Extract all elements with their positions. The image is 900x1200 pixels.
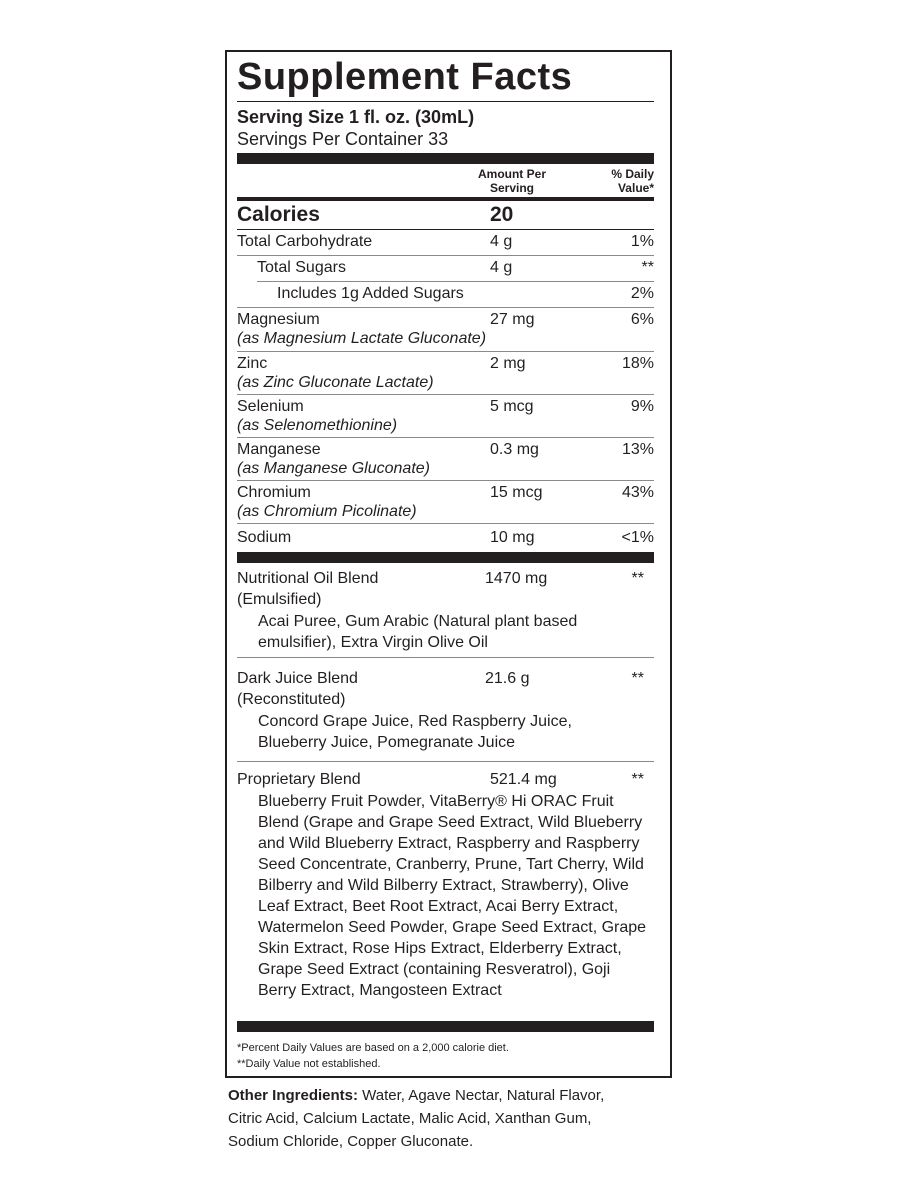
blend-name-dark-juice: Dark Juice Blend — [237, 670, 358, 687]
divider — [237, 394, 654, 395]
divider — [237, 307, 654, 308]
other-ingredients-label: Other Ingredients: — [228, 1087, 359, 1104]
calories-value: 20 — [490, 203, 514, 226]
other-ingredients-text: Water, Agave Nectar, Natural Flavor, Citric Acid, Calcium Lactate, Malic Acid, Xanthan Gum, Sodium Chloride, Copper Gluconate. — [228, 1087, 605, 1150]
blend-name-nutritional-oil: Nutritional Oil Blend — [237, 570, 379, 587]
row-sub-chromium: (as Chromium Picolinate) — [237, 503, 417, 520]
footnote-not-established: **Daily Value not established. — [237, 1058, 381, 1070]
divider — [257, 281, 654, 282]
row-amount-manganese: 0.3 mg — [490, 441, 539, 458]
blend-name2-nutritional-oil: (Emulsified) — [237, 591, 322, 608]
divider-medium — [237, 197, 654, 201]
row-name-total-carbohydrate: Total Carbohydrate — [237, 233, 373, 250]
divider — [237, 480, 654, 481]
row-dv-chromium: 43% — [621, 484, 654, 501]
blend-ingredients-dark-juice: Concord Grape Juice, Red Raspberry Juice, Blueberry Juice, Pomegranate Juice — [258, 713, 572, 751]
divider — [237, 761, 654, 762]
other-ingredients — [228, 1084, 608, 1153]
serving-size: Serving Size 1 fl. oz. (30mL) — [237, 107, 475, 127]
divider — [237, 101, 654, 102]
calories-label: Calories — [237, 203, 320, 226]
divider — [237, 437, 654, 438]
row-name-chromium: Chromium — [237, 484, 311, 501]
row-amount-selenium: 5 mcg — [490, 398, 534, 415]
blend-dv-nutritional-oil: ** — [631, 570, 644, 587]
divider — [237, 657, 654, 658]
blend-amount-proprietary: 521.4 mg — [490, 771, 557, 788]
row-name-selenium: Selenium — [237, 398, 304, 415]
footnote-daily-values: *Percent Daily Values are based on a 2,000 calorie diet. — [237, 1042, 509, 1054]
blend-ingredients-nutritional-oil: Acai Puree, Gum Arabic (Natural plant based emulsifier), Extra Virgin Olive Oil — [258, 613, 578, 651]
row-amount-total-carbohydrate: 4 g — [490, 233, 513, 250]
servings-per-container: Servings Per Container 33 — [237, 129, 449, 149]
row-dv-sodium: <1% — [621, 529, 654, 546]
row-amount-total-sugars: 4 g — [490, 259, 513, 276]
row-dv-added-sugars: 2% — [630, 285, 654, 302]
row-sub-magnesium: (as Magnesium Lactate Gluconate) — [237, 330, 487, 347]
row-name-magnesium: Magnesium — [237, 311, 320, 328]
row-name-added-sugars: Includes 1g Added Sugars — [277, 285, 464, 302]
column-header-daily-value: % Daily Value* — [611, 167, 654, 195]
row-sub-selenium: (as Selenomethionine) — [237, 417, 398, 434]
row-amount-sodium: 10 mg — [490, 529, 535, 546]
row-name-manganese: Manganese — [237, 441, 321, 458]
supplement-facts-panel — [225, 50, 672, 1078]
row-name-zinc: Zinc — [237, 355, 268, 372]
row-dv-magnesium: 6% — [630, 311, 654, 328]
row-amount-zinc: 2 mg — [490, 355, 526, 372]
row-dv-total-carbohydrate: 1% — [630, 233, 654, 250]
blend-dv-dark-juice: ** — [631, 670, 644, 687]
divider — [237, 523, 654, 524]
blend-ingredients-proprietary: Blueberry Fruit Powder, VitaBerry® Hi ORAC Fruit Blend (Grape and Grape Seed Extract, Wild Blueberry and Wild Blueberry Extract, Raspberry and Raspberry Seed Concentrate, Cranberry, Prune, Tart Cherry, Wild Bilberry and Wild Bilberry Extract, Strawberry), Olive Leaf Extract, Beet Root Extract, Acai Berry Extract, Watermelon Seed Powder, Grape Seed Extract, Grape Skin Extract, Rose Hips Extract, Elderberry Extract, Grape Seed Extract (containing Resveratrol), Goji Berry Extract, Mangosteen Extract — [258, 793, 647, 999]
divider — [237, 229, 654, 230]
panel-title: Supplement Facts — [237, 56, 573, 98]
divider-thick — [237, 552, 654, 563]
blend-name-proprietary: Proprietary Blend — [237, 771, 361, 788]
row-dv-zinc: 18% — [621, 355, 654, 372]
row-dv-total-sugars: ** — [641, 259, 654, 276]
row-name-sodium: Sodium — [237, 529, 292, 546]
blend-dv-proprietary: ** — [631, 771, 644, 788]
divider — [237, 255, 654, 256]
column-header-amount: Amount Per Serving — [477, 167, 546, 195]
row-sub-manganese: (as Manganese Gluconate) — [237, 460, 430, 477]
blend-name2-dark-juice: (Reconstituted) — [237, 691, 346, 708]
divider — [237, 351, 654, 352]
divider-thick — [237, 1021, 654, 1032]
row-sub-zinc: (as Zinc Gluconate Lactate) — [237, 374, 434, 391]
divider-thick — [237, 153, 654, 164]
row-dv-selenium: 9% — [630, 398, 654, 415]
blend-amount-nutritional-oil: 1470 mg — [485, 570, 548, 587]
row-amount-magnesium: 27 mg — [490, 311, 535, 328]
row-amount-chromium: 15 mcg — [490, 484, 543, 501]
row-name-total-sugars: Total Sugars — [257, 259, 346, 276]
blend-amount-dark-juice: 21.6 g — [485, 670, 530, 687]
row-dv-manganese: 13% — [621, 441, 654, 458]
